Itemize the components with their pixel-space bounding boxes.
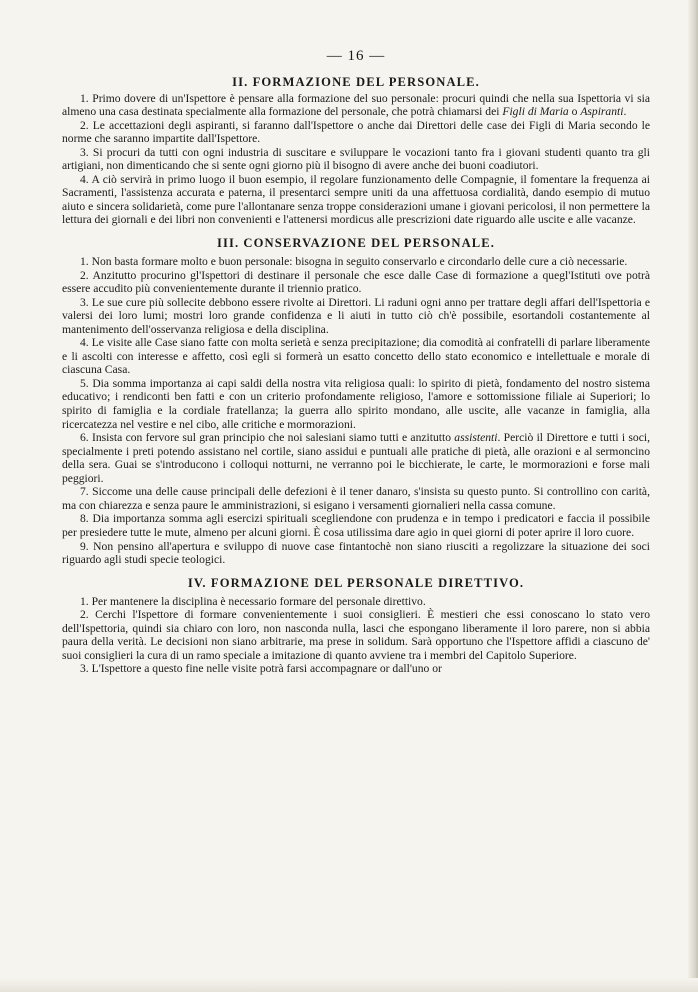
page-bottom-shadow bbox=[0, 978, 698, 992]
paragraph: 1. Non basta formare molto e buon personale: bisogna in seguito conservarlo e circondarlo delle cure a ciò necessarie. bbox=[80, 255, 628, 269]
paragraph: 9. Non pensino all'apertura e sviluppo di nuove case fintantochè non siano riusciti a regolizzare la situazione dei soci riguardo agli studi specie teologici. bbox=[62, 539, 650, 567]
page-edge-shadow bbox=[688, 0, 698, 992]
paragraph: 3. Si procuri da tutti con ogni industria di suscitare e sviluppare le vocazioni tanto fra i giovani studenti quanto tra gli artigiani, non dimenticando che si sente ogni giorno più il bisogno di avere anche dei buoni coadiutori. bbox=[62, 145, 650, 173]
document-page bbox=[62, 50, 650, 676]
page-number: — 16 — bbox=[326, 48, 386, 64]
paragraph: 6. Insista con fervore sul gran principio che noi salesiani siamo tutti e anzitutto assistenti. Perciò il Direttore e tutti i soci, specialmente i preti potendo assistano nel cortile, siano assidui e puntuali alle pratiche di pietà, alle orazioni e al sermoncino della sera. Guai se s'introducono i colloqui notturni, ne verranno poi le bicchierate, le carte, le mormorazioni e forse mali peggiori. bbox=[62, 431, 650, 485]
paragraph: 2. Le accettazioni degli aspiranti, si faranno dall'Ispettore o anche dai Direttori delle case dei Figli di Maria secondo le norme che saranno impartite dall'Ispettore. bbox=[62, 118, 651, 146]
paragraph: 2. Anzitutto procurino gl'Ispettori di destinare il personale che esce dalle Case di formazione a quegl'Istituti ove potrà essere accudito più convenientemente durante il triennio pratico. bbox=[62, 268, 650, 296]
paragraph: 4. A ciò servirà in primo luogo il buon esempio, il regolare funzionamento delle Compagnie, il fomentare la frequenza ai Sacramenti, l'assistenza accurata e paterna, il presentarci sempre uniti da una affettuosa cordialità, dando esempio di mutuo aiuto e sincera solidarietà, come pure l'allontanare senza troppe considerazioni umane i giovani pericolosi, il non permettere la lettura dei giornali e dei libri non convenienti e l'attenersi mordicus alle prescrizioni date riguardo alle uscite e alle vacanze. bbox=[62, 172, 650, 227]
paragraph: 1. Primo dovere di un'Ispettore è pensare alla formazione del suo personale: procuri quindi che nella sua Ispettoria vi sia almeno una casa destinata specialmente alla formazione del personale, che potrà chiamarsi dei Figli di Maria o Aspiranti. bbox=[62, 91, 650, 119]
paragraph: 8. Dia importanza somma agli esercizi spirituali scegliendone con prudenza e in tempo i predicatori e faccia il possibile per presiedere tutte le mute, almeno per alcuni giorni. È cosa utilissima dare agio in quei giorni di poter aprire il loro cuore. bbox=[62, 512, 650, 539]
section-title-conservazione: III. CONSERVAZIONE DEL PERSONALE. bbox=[216, 236, 496, 251]
section-title-formazione: II. FORMAZIONE DEL PERSONALE. bbox=[232, 74, 480, 89]
paragraph: 7. Siccome una delle cause principali delle defezioni è il tener danaro, s'insista su questo punto. Si controllino con carità, ma con chiarezza e senza paure le amministrazioni, si esigano i versamenti giornalieri nella cassa comune. bbox=[62, 485, 650, 512]
section-title-personale-direttivo: IV. FORMAZIONE DEL PERSONALE DIRETTIVO. bbox=[187, 575, 525, 590]
paragraph: 3. L'Ispettore a questo fine nelle visite potrà farsi accompagnare or dall'uno or bbox=[80, 662, 442, 676]
paragraph: 5. Dia somma importanza ai capi saldi della nostra vita religiosa quali: lo spirito di pietà, fondamento del nostro sistema educativo; i rendiconti ben fatti e con un criterio profondamente religioso, l'amore e sottomissione filiale ai Superiori; lo spirito di famiglia e la cordiale fratellanza; la guerra allo spirito mondano, alle uscite, alle vacanze in famiglia, alla ricercatezza nel vestire e nel cibo, alle critiche e mormorazioni. bbox=[62, 376, 651, 431]
paragraph: 3. Le sue cure più sollecite debbono essere rivolte ai Direttori. Li raduni ogni anno per trattare degli affari dell'Ispettoria e valersi dei loro lumi; mostri loro grande confidenza e li aiuti in tutto ciò ch'è possibile, esortandoli costantemente al mantenimento dell'osservanza religiosa e della disciplina. bbox=[62, 295, 650, 336]
paragraph: 1. Per mantenere la disciplina è necessario formare del personale direttivo. bbox=[80, 594, 426, 608]
paragraph: 2. Cerchi l'Ispettore di formare convenientemente i suoi consiglieri. È mestieri che essi conoscano lo stato vero dell'Ispettoria, quindi sia chiaro con loro, non nasconda nulla, lasci che espongano liberamente il loro parere, non si abbia paura della verità. Le decisioni non siano arbitrarie, ma prese in solidum. Sarà opportuno che l'Ispettore affidi a ciascuno de' suoi consiglieri la cura di un ramo speciale a imitazione di quanto avviene tra i membri del Capitolo Superiore. bbox=[62, 608, 650, 662]
paragraph: 4. Le visite alle Case siano fatte con molta serietà e senza precipitazione; dia comodità ai confratelli di parlare liberamente e li ascolti con interesse e affetto, così egli si formerà un esatto concetto dello stato economico e intellettuale e morale di ciascuna Casa. bbox=[62, 336, 650, 377]
